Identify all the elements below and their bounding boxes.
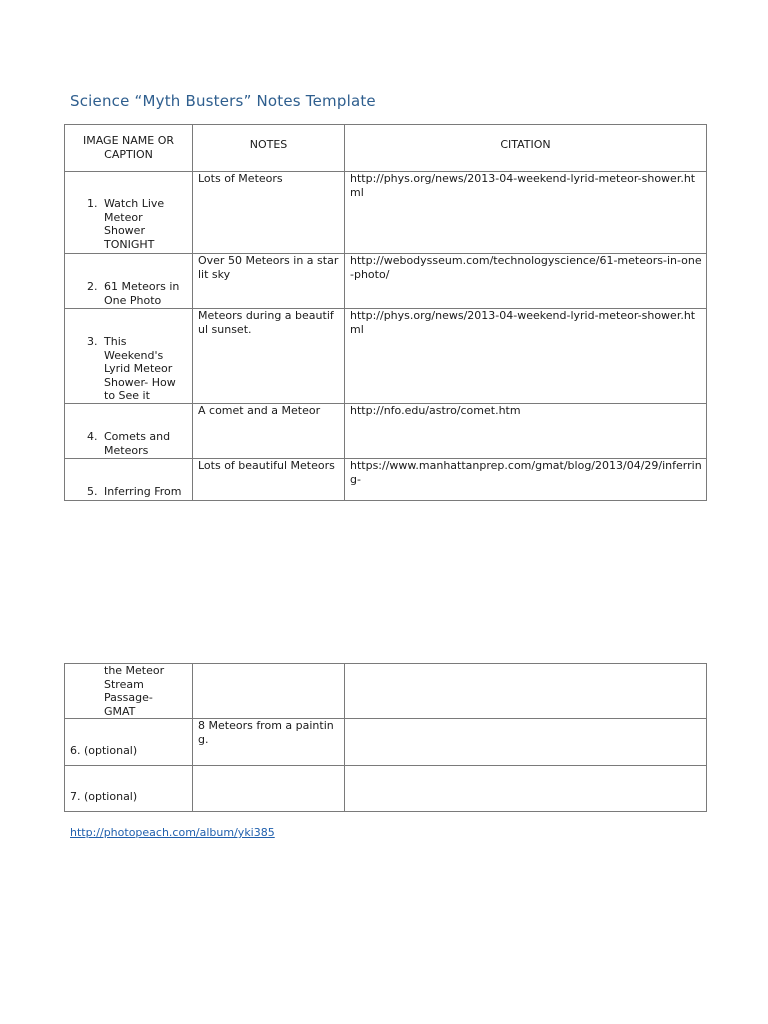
citation-cell: https://www.manhattanprep.com/gmat/blog/2013/04/29/inferring-: [345, 459, 707, 501]
table-row: [65, 766, 707, 812]
caption-cell: the Meteor Stream Passage- GMAT: [65, 664, 193, 719]
citation-cell: [345, 719, 707, 766]
citation-cell: http://phys.org/news/2013-04-weekend-lyrid-meteor-shower.html: [345, 309, 707, 404]
notes-cell: [193, 664, 345, 719]
notes-cell: Meteors during a beautiful sunset.: [193, 309, 345, 404]
notes-table-continued: [64, 663, 707, 812]
caption-cell: 6. (optional): [65, 719, 193, 766]
table-header-row: [65, 125, 707, 172]
table-row: [65, 309, 707, 404]
table-row: [65, 664, 707, 719]
citation-cell: http://webodysseum.com/technologyscience/61-meteors-in-one-photo/: [345, 254, 707, 309]
notes-cell: Over 50 Meteors in a starlit sky: [193, 254, 345, 309]
citation-cell: [345, 664, 707, 719]
notes-cell: [193, 766, 345, 812]
table-row: [65, 172, 707, 254]
caption-cell: 2. 61 Meteors in One Photo: [65, 254, 193, 309]
header-image-name: IMAGE NAME OR CAPTION: [65, 125, 193, 172]
caption-cell: 7. (optional): [65, 766, 193, 812]
header-citation: CITATION: [345, 125, 707, 172]
caption-cell: 1. Watch Live Meteor Shower TONIGHT: [65, 172, 193, 254]
notes-cell: A comet and a Meteor: [193, 404, 345, 459]
notes-table: [64, 124, 707, 501]
caption-cell: 3. This Weekend's Lyrid Meteor Shower- How to See it: [65, 309, 193, 404]
citation-cell: http://nfo.edu/astro/comet.htm: [345, 404, 707, 459]
notes-cell: 8 Meteors from a painting.: [193, 719, 345, 766]
header-notes: NOTES: [193, 125, 345, 172]
page-title: Science “Myth Busters” Notes Template: [70, 92, 376, 110]
caption-cell: 5. Inferring From: [65, 459, 193, 501]
photopeach-link[interactable]: http://photopeach.com/album/yki385: [70, 826, 275, 839]
notes-cell: Lots of Meteors: [193, 172, 345, 254]
notes-cell: Lots of beautiful Meteors: [193, 459, 345, 501]
table-row: [65, 254, 707, 309]
citation-cell: [345, 766, 707, 812]
table-row: [65, 719, 707, 766]
table-row: [65, 459, 707, 501]
table-row: [65, 404, 707, 459]
caption-cell: 4. Comets and Meteors: [65, 404, 193, 459]
citation-cell: http://phys.org/news/2013-04-weekend-lyrid-meteor-shower.html: [345, 172, 707, 254]
